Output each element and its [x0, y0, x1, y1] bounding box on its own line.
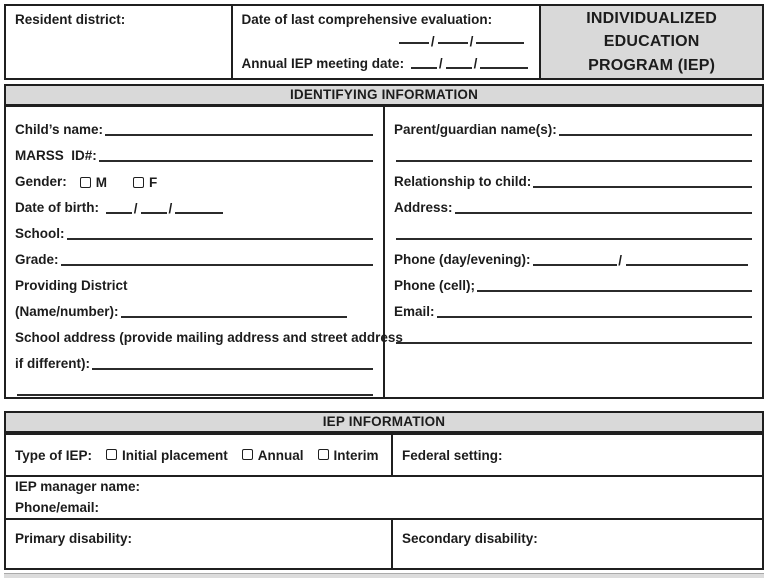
relationship-label: Relationship to child: [394, 174, 532, 190]
date-of-birth-row: Date of birth: / / [15, 190, 373, 216]
grade-label: Grade: [15, 252, 59, 268]
district-name-number-field[interactable] [121, 314, 347, 318]
primary-disability-cell[interactable] [6, 520, 393, 568]
initial-placement-option[interactable] [106, 448, 228, 463]
federal-setting-label: Federal setting: [402, 447, 503, 463]
phone-day-evening-label: Phone (day/evening): [394, 252, 531, 268]
iep-manager-row[interactable] [6, 477, 762, 520]
identifying-information-header: IDENTIFYING INFORMATION [4, 84, 764, 106]
school-row [15, 216, 373, 242]
secondary-disability-cell[interactable] [393, 520, 547, 568]
gender-male-label: M [95, 175, 108, 190]
resident-district-cell[interactable] [6, 6, 233, 78]
evaluation-dates-cell [233, 6, 542, 78]
disability-row [6, 520, 762, 568]
secondary-disability-label: Secondary disability: [402, 531, 538, 546]
annual-label: Annual [257, 447, 304, 463]
phone-day-evening-row: Phone (day/evening): / [394, 242, 752, 268]
top-header-row [4, 4, 764, 80]
gender-female-label: F [149, 175, 158, 190]
type-of-iep-cell [6, 435, 393, 475]
iep-manager-phone-email-label: Phone/email: [15, 499, 100, 515]
providing-district-row [15, 268, 373, 294]
district-name-number-label: (Name/number): [15, 304, 119, 320]
checkbox-female-icon[interactable] [133, 177, 144, 188]
annual-meeting-row: Annual IEP meeting date: / / [242, 56, 530, 71]
parent-info-column [385, 107, 762, 397]
checkbox-interim-icon[interactable] [318, 449, 329, 460]
email-field-line2[interactable] [396, 340, 752, 344]
identifying-information-section [4, 106, 764, 399]
parent-names-field[interactable] [559, 132, 752, 136]
form-title [541, 6, 762, 78]
child-info-column [6, 107, 403, 397]
phone-cell-field[interactable] [477, 288, 752, 292]
annual-day-field[interactable] [446, 65, 472, 69]
school-address-label-line1: School address (provide mailing address and street address [15, 330, 403, 346]
checkbox-male-icon[interactable] [80, 177, 91, 188]
eval-month-field[interactable] [399, 40, 429, 44]
phone-evening-field[interactable] [626, 262, 748, 266]
gender-label: Gender: [15, 174, 67, 190]
address-field-line2[interactable] [396, 236, 752, 240]
address-continuation-row [394, 216, 752, 242]
iep-information-header: IEP INFORMATION [4, 411, 764, 433]
dob-month-field[interactable] [106, 210, 132, 214]
school-address-label-line2: if different): [15, 356, 90, 372]
annual-year-field[interactable] [480, 65, 528, 69]
iep-type-row [6, 435, 762, 477]
date-of-birth-label: Date of birth: [15, 200, 103, 216]
school-address-continuation-row [15, 372, 373, 398]
address-row [394, 190, 752, 216]
email-continuation-row [394, 320, 752, 346]
marss-id-label: MARSS ID#: [15, 148, 97, 164]
iep-information-section [4, 433, 764, 570]
federal-setting-cell[interactable] [393, 435, 512, 475]
email-row [394, 294, 752, 320]
iep-manager-name-label: IEP manager name: [15, 479, 141, 495]
marss-id-field[interactable] [99, 158, 373, 162]
interim-label: Interim [333, 447, 379, 463]
school-address-row [15, 320, 403, 346]
email-field[interactable] [437, 314, 752, 318]
initial-placement-label: Initial placement [122, 447, 228, 463]
relationship-field[interactable] [533, 184, 752, 188]
next-section-partial-bar [4, 573, 764, 578]
form-title-line1: INDIVIDUALIZED [586, 10, 718, 28]
parent-names-continuation-row [394, 138, 752, 164]
gender-female-option[interactable] [133, 175, 157, 190]
checkbox-initial-placement-icon[interactable] [106, 449, 117, 460]
form-title-line2: EDUCATION [603, 33, 700, 51]
childs-name-field[interactable] [105, 132, 373, 136]
phone-cell-label: Phone (cell); [394, 278, 476, 294]
school-field[interactable] [67, 236, 374, 240]
providing-district-label: Providing District [15, 278, 128, 294]
school-label: School: [15, 226, 65, 242]
childs-name-label: Child’s name: [15, 122, 104, 138]
eval-date-slots: / / [242, 34, 530, 49]
interim-option[interactable] [318, 448, 379, 463]
checkbox-annual-icon[interactable] [242, 449, 253, 460]
eval-year-field[interactable] [476, 40, 524, 44]
email-label: Email: [394, 304, 435, 320]
annual-option[interactable] [242, 448, 304, 463]
marss-id-row [15, 138, 373, 164]
relationship-row [394, 164, 752, 190]
eval-day-field[interactable] [438, 40, 468, 44]
parent-names-label: Parent/guardian name(s): [394, 122, 557, 138]
gender-row [15, 164, 373, 190]
address-label: Address: [394, 200, 453, 216]
school-address-field[interactable] [92, 366, 373, 370]
grade-field[interactable] [61, 262, 373, 266]
school-address-row2 [15, 346, 373, 372]
dob-year-field[interactable] [175, 210, 223, 214]
grade-row [15, 242, 373, 268]
district-name-number-row [15, 294, 373, 320]
school-address-field-line2[interactable] [17, 392, 373, 396]
resident-district-label: Resident district: [15, 12, 126, 27]
form-title-line3: PROGRAM (IEP) [588, 56, 716, 74]
address-field[interactable] [455, 210, 752, 214]
dob-day-field[interactable] [141, 210, 167, 214]
childs-name-row [15, 112, 373, 138]
annual-month-field[interactable] [411, 65, 437, 69]
parent-names-field-line2[interactable] [396, 158, 752, 162]
phone-cell-row [394, 268, 752, 294]
phone-day-field[interactable] [533, 262, 618, 266]
gender-male-option[interactable] [80, 175, 107, 190]
type-of-iep-label: Type of IEP: [15, 447, 93, 463]
eval-date-label: Date of last comprehensive evaluation: [241, 12, 493, 27]
annual-meeting-label: Annual IEP meeting date: [241, 56, 408, 71]
parent-names-row [394, 112, 752, 138]
primary-disability-label: Primary disability: [15, 531, 133, 546]
